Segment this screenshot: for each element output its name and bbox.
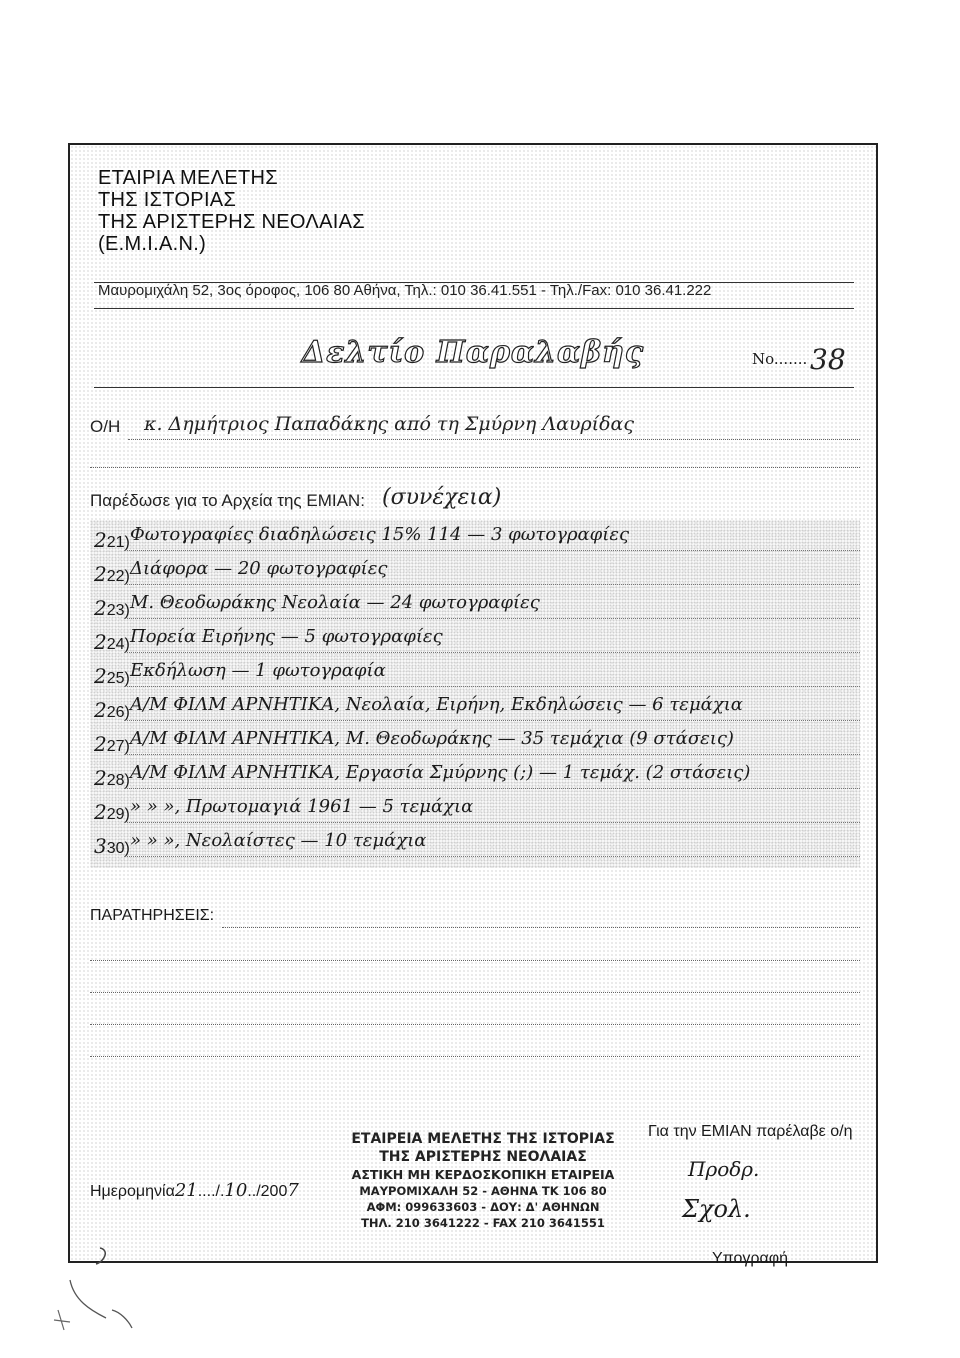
item-text: Α/Μ ΦΙΛΜ ΑΡΝΗΤΙΚΑ, Νεολαία, Ειρήνη, Εκδηλώσεις — 6 τεμάχια xyxy=(130,694,743,715)
list-item xyxy=(90,730,860,760)
signature-label: Υπογραφή xyxy=(712,1250,789,1267)
organization-stamp xyxy=(338,1130,628,1231)
list-item xyxy=(90,526,860,556)
list-item xyxy=(90,560,860,590)
item-text: Α/Μ ΦΙΛΜ ΑΡΝΗΤΙΚΑ, Μ. Θεοδωράκης — 35 τεμάχια (9 στάσεις) xyxy=(130,728,734,749)
item-number: 27) xyxy=(106,738,130,755)
item-number: 24) xyxy=(106,636,130,653)
date-year-suffix: 7 xyxy=(287,1180,299,1201)
item-line xyxy=(124,652,860,653)
item-number: 30) xyxy=(106,840,130,857)
item-number-prefix: 2 xyxy=(94,664,107,688)
item-number: 25) xyxy=(106,670,130,687)
item-number: 22) xyxy=(106,568,130,585)
item-line xyxy=(124,686,860,687)
date-label: Ημερομηνία xyxy=(90,1183,175,1200)
item-line xyxy=(124,720,860,721)
org-name-line-1: ΕΤΑΙΡΙΑ ΜΕΛΕΤΗΣ xyxy=(98,167,278,189)
item-line xyxy=(124,856,860,857)
list-item xyxy=(90,628,860,658)
org-header xyxy=(98,167,858,255)
item-number: 21) xyxy=(106,534,130,551)
item-text: Μ. Θεοδωράκης Νεολαία — 24 φωτογραφίες xyxy=(130,592,540,613)
list-item xyxy=(90,696,860,726)
date-year-prefix: 200 xyxy=(260,1183,288,1200)
item-number-prefix: 2 xyxy=(94,596,107,620)
address-divider xyxy=(94,308,854,309)
date-field: Ημερομηνία21..../.10../2007 xyxy=(90,1180,299,1201)
item-text: » » », Νεολαίστες — 10 τεμάχια xyxy=(130,830,427,851)
given-value: (συνέχεια) xyxy=(382,485,502,510)
item-number-prefix: 2 xyxy=(94,528,107,552)
number-label: No....... xyxy=(752,350,808,368)
org-abbreviation: (Ε.Μ.Ι.Α.Ν.) xyxy=(98,233,207,255)
list-item xyxy=(90,764,860,794)
item-line xyxy=(124,788,860,789)
org-address: Μαυρομιχάλη 52, 3ος όροφος, 106 80 Αθήνα, Τηλ.: 010 36.41.551 - Τηλ./Fax: 010 36.41.222 xyxy=(98,282,712,299)
list-item xyxy=(90,798,860,828)
remarks-line xyxy=(90,960,860,961)
item-line xyxy=(124,584,860,585)
item-number-prefix: 2 xyxy=(94,732,107,756)
margin-doodle-icon xyxy=(40,1240,150,1340)
item-number-prefix: 2 xyxy=(94,800,107,824)
remarks-label: ΠΑΡΑΤΗΡΗΣΕΙΣ: xyxy=(90,907,215,924)
item-line xyxy=(124,822,860,823)
stamp-line-5: ΑΦΜ: 099633603 - ΔΟΥ: Δ' ΑΘΗΝΩΝ xyxy=(366,1200,600,1214)
list-item xyxy=(90,832,860,862)
list-item xyxy=(90,594,860,624)
from-line xyxy=(128,439,860,440)
item-text: Εκδήλωση — 1 φωτογραφία xyxy=(130,660,386,681)
stamp-line-3: ΑΣΤΙΚΗ ΜΗ ΚΕΡΔΟΣΚΟΠΙΚΗ ΕΤΑΙΡΕΙΑ xyxy=(351,1167,615,1182)
remarks-line xyxy=(222,927,860,928)
receipt-number: 38 xyxy=(810,343,846,376)
item-number: 28) xyxy=(106,772,130,789)
item-number: 29) xyxy=(106,806,130,823)
from-line-2 xyxy=(90,467,860,468)
item-number-prefix: 2 xyxy=(94,562,107,586)
item-line xyxy=(124,754,860,755)
org-name-line-2: ΤΗΣ ΙΣΤΟΡΙΑΣ xyxy=(98,189,237,211)
title-divider xyxy=(94,387,854,388)
stamp-line-6: ΤΗΛ. 210 3641222 - FAX 210 3641551 xyxy=(361,1216,605,1230)
stamp-line-4: ΜΑΥΡΟΜΙΧΑΛΗ 52 - ΑΘΗΝΑ ΤΚ 106 80 xyxy=(359,1184,607,1198)
item-line xyxy=(124,618,860,619)
item-number-prefix: 2 xyxy=(94,698,107,722)
item-text: Διάφορα — 20 φωτογραφίες xyxy=(130,558,388,579)
from-label: Ο/Η xyxy=(90,417,121,436)
from-value: κ. Δημήτριος Παπαδάκης από τη Σμύρνη Λαυρίδας xyxy=(144,413,634,435)
item-text: Φωτογραφίες διαδηλώσεις 15% 114 — 3 φωτογραφίες xyxy=(130,524,630,545)
stamp-line-1: ΕΤΑΙΡΕΙΑ ΜΕΛΕΤΗΣ ΤΗΣ ΙΣΤΟΡΙΑΣ xyxy=(351,1131,615,1147)
stamp-line-2: ΤΗΣ ΑΡΙΣΤΕΡΗΣ ΝΕΟΛΑΙΑΣ xyxy=(379,1149,587,1165)
receiver-name: Προδρ. xyxy=(688,1157,760,1181)
given-label: Παρέδωσε για το Αρχεία της ΕΜΙΑΝ: xyxy=(90,491,365,510)
item-text: Α/Μ ΦΙΛΜ ΑΡΝΗΤΙΚΑ, Εργασία Σμύρνης (;) — 1 τεμάχ. (2 στάσεις) xyxy=(130,762,751,783)
item-text: » » », Πρωτομαγιά 1961 — 5 τεμάχια xyxy=(130,796,474,817)
remarks-line xyxy=(90,1056,860,1057)
remarks-line xyxy=(90,1024,860,1025)
item-line xyxy=(124,550,860,551)
date-month: 10 xyxy=(224,1180,248,1201)
date-day: 21 xyxy=(174,1180,198,1201)
receiver-signature: Σχολ. xyxy=(682,1195,751,1223)
items-list xyxy=(90,520,860,868)
item-number: 26) xyxy=(106,704,130,721)
item-number-prefix: 3 xyxy=(94,834,107,858)
item-number-prefix: 2 xyxy=(94,630,107,654)
org-name-line-3: ΤΗΣ ΑΡΙΣΤΕΡΗΣ ΝΕΟΛΑΙΑΣ xyxy=(98,211,365,233)
item-number-prefix: 2 xyxy=(94,766,107,790)
item-number: 23) xyxy=(106,602,130,619)
received-by-label: Για την ΕΜΙΑΝ παρέλαβε ο/η xyxy=(648,1123,853,1140)
receipt-form xyxy=(68,143,878,1267)
item-text: Πορεία Ειρήνης — 5 φωτογραφίες xyxy=(130,626,443,647)
form-title: Δελτίο Παραλαβής xyxy=(301,335,645,370)
remarks-line xyxy=(90,992,860,993)
list-item xyxy=(90,662,860,692)
